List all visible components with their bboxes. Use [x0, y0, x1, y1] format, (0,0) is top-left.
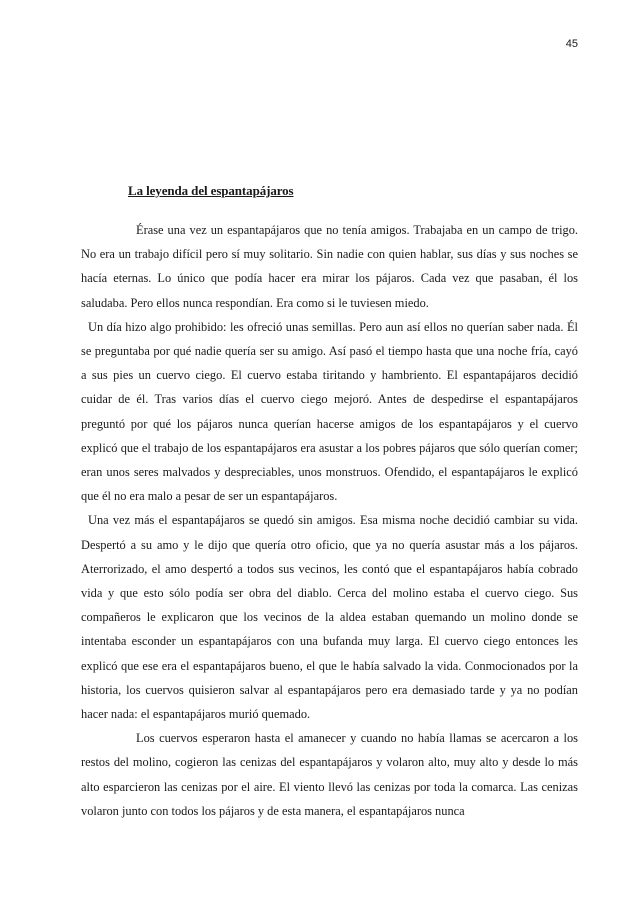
paragraph-1: Érase una vez un espantapájaros que no tenía amigos. Trabajaba en un campo de trigo. No era un trabajo difícil pero sí muy solitario. Sin nadie con quien hablar, sus días y sus noches se hacía eternas. Lo único que podía hacer era mirar los pájaros. Cada vez que pasaban, él los saludaba. Pero ellos nunca respondían. Era como si le tuviesen miedo.	[81, 223, 578, 310]
story-body	[81, 218, 578, 823]
story-title: La leyenda del espantapájaros	[128, 183, 294, 198]
paragraph-4: Los cuervos esperaron hasta el amanecer y cuando no había llamas se acercaron a los restos del molino, cogieron las cenizas del espantapájaros y volaron alto, muy alto y desde lo más alto esparcieron las cenizas por el aire. El viento llevó las cenizas por toda la comarca. Las cenizas volaron junto con todos los pájaros y de esta manera, el espantapájaros nunca	[81, 731, 578, 818]
paragraph-3: Una vez más el espantapájaros se quedó sin amigos. Esa misma noche decidió cambiar su vida. Despertó a su amo y le dijo que quería otro oficio, que ya no quería asustar más a los pájaros. Aterrorizado, el amo despertó a todos sus vecinos, les contó que el espantapájaros había cobrado vida y que esto sólo podía ser obra del diablo. Cerca del molino estaba el cuervo ciego. Sus compañeros le explicaron que los vecinos de la aldea estaban quemando un molino donde se intentaba esconder un espantapájaros con una bufanda muy larga. El cuervo ciego entonces les explicó que ese era el espantapájaros bueno, el que le había salvado la vida. Conmocionados por la historia, los cuervos quisieron salvar al espantapájaros pero era demasiado tarde y ya no podían hacer nada: el espantapájaros murió quemado.	[81, 513, 578, 722]
page-number: 45	[565, 38, 578, 50]
paragraph-2: Un día hizo algo prohibido: les ofreció unas semillas. Pero aun así ellos no querían saber nada. Él se preguntaba por qué nadie quería ser su amigo. Así pasó el tiempo hasta que una noche fría, cayó a sus pies un cuervo ciego. El cuervo estaba tiritando y hambriento. El espantapájaros decidió cuidar de él. Tras varios días el cuervo ciego mejoró. Antes de despedirse el espantapájaros preguntó por qué los pájaros nunca querían hacerse amigos de los espantapájaros y el cuervo explicó que el trabajo de los espantapájaros era asustar a los pobres pájaros que sólo querían comer; eran unos seres malvados y despreciables, unos monstruos. Ofendido, el espantapájaros le explicó que él no era malo a pesar de ser un espantapájaros.	[81, 319, 578, 504]
